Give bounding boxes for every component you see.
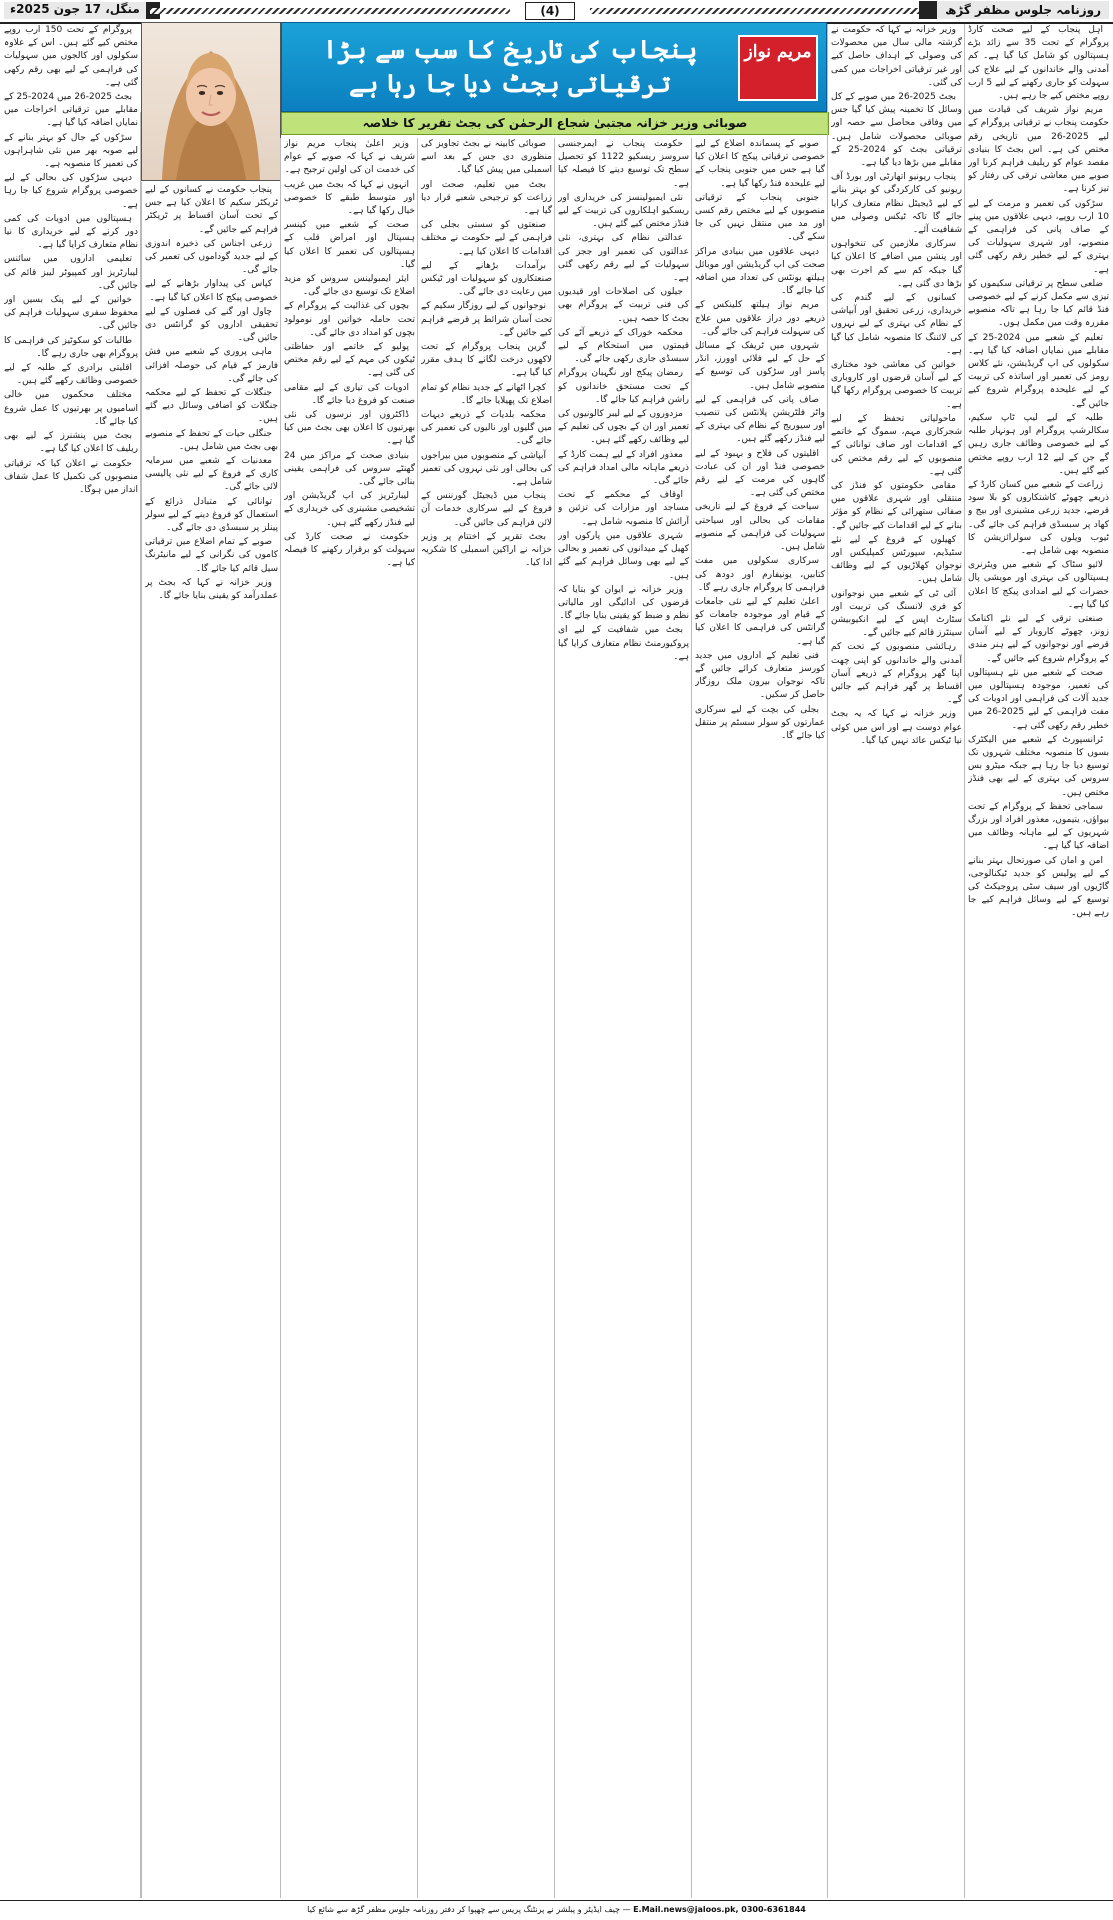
page-number: (4)	[525, 2, 575, 20]
article-paragraph: کھیلوں کے فروغ کے لیے نئے سٹیڈیم، سپورٹس کمپلیکس اور نوجوان کھلاڑیوں کے لیے وظائف شامل ہیں۔	[831, 534, 962, 585]
article-paragraph: وزیر خزانہ نے ایوان کو بتایا کہ قرضوں کی ادائیگی اور مالیاتی نظم و ضبط کو یقینی بنایا جائے گا۔	[558, 584, 689, 622]
article-paragraph: انہوں نے کہا کہ بجٹ میں غریب اور متوسط طبقے کا خصوصی خیال رکھا گیا ہے۔	[284, 179, 415, 217]
article-paragraph: زرعی اجناس کی ذخیرہ اندوزی کے لیے جدید گوداموں کی تعمیر کی جائے گی۔	[145, 238, 278, 276]
article-paragraph: معذور افراد کے لیے ہمت کارڈ کے ذریعے ماہانہ مالی امداد فراہم کی جائے گی۔	[558, 449, 689, 487]
article-paragraph: حکومت پنجاب نے ایمرجنسی سروسز ریسکیو 1122 کو تحصیل سطح تک توسیع دینے کا فیصلہ کیا ہے۔	[558, 139, 689, 189]
issue-date: منگل، 17 جون 2025ء	[4, 2, 160, 19]
article-paragraph: پنجاب ریونیو اتھارٹی اور بورڈ آف ریونیو کی کارکردگی کو بہتر بنانے کے لیے ڈیجیٹل نظام متعارف کرایا جائے گا تاکہ ٹیکس وصولی میں شفافیت آئے۔	[831, 172, 962, 236]
article-paragraph: لیبارٹریز کی اپ گریڈیشن اور تشخیصی مشینری کی خریداری کے لیے فنڈز رکھے گئے ہیں۔	[284, 491, 415, 528]
article-paragraph: مریم نواز شریف کی قیادت میں حکومت پنجاب نے ترقیاتی پروگرام کے لیے 2025-26 میں تاریخی رقم مختص کی ہے۔ اس بجٹ کا بنیادی مقصد عوام کو ریلیف فراہم کرنا اور صوبے میں معاشی ترقی کی رفتار کو تیز کرنا ہے۔	[968, 105, 1109, 195]
portrait-photo	[141, 22, 281, 181]
article-paragraph: مریم نواز ہیلتھ کلینکس کے ذریعے دور دراز علاقوں میں علاج کی سہولت فراہم کی جائے گی۔	[695, 300, 825, 337]
article-column-6	[284, 138, 415, 1898]
article-paragraph: ٹرانسپورٹ کے شعبے میں الیکٹرک بسوں کا منصوبہ مختلف شہروں تک توسیع دیا جا رہا ہے جبکہ میٹرو بس سروس کی بہتری کے لیے بھی فنڈز مختص ہیں۔	[968, 734, 1109, 798]
article-paragraph: اقلیتوں کی فلاح و بہبود کے لیے خصوصی فنڈ اور ان کی عبادت گاہوں کی مرمت کے لیے رقم مختص کی گئی ہے۔	[695, 448, 825, 499]
article-paragraph: سماجی تحفظ کے پروگرام کے تحت بیواؤں، یتیموں، معذور افراد اور بزرگ شہریوں کے لیے ماہانہ وظائف میں اضافہ کیا گیا ہے۔	[968, 801, 1109, 852]
article-paragraph: برآمدات بڑھانے کے لیے صنعتکاروں کو سہولیات اور ٹیکس میں رعایت دی جائے گی۔	[421, 260, 552, 298]
article-paragraph: پروگرام کے تحت 150 ارب روپے مختص کیے گئے ہیں۔ اس کے علاوہ سکولوں اور کالجوں میں سہولیات کی فراہمی کے لیے بھی رقم رکھی گئی ہے۔	[4, 25, 138, 88]
article-paragraph: بجلی کی بچت کے لیے سرکاری عمارتوں کو سولر سسٹم پر منتقل کیا جائے گا۔	[695, 704, 825, 741]
article-paragraph: فنی تعلیم کے اداروں میں جدید کورسز متعارف کرائے جائیں گے تاکہ نوجوان بیرون ملک روزگار حاصل کر سکیں۔	[695, 650, 825, 701]
footer-imprint: چیف ایڈیٹر و پبلشر نے پرنٹنگ پریس سے چھپوا کر دفتر روزنامہ جلوس مظفر گڑھ سے شائع کیا	[307, 1905, 620, 1914]
article-paragraph: تعلیم کے شعبے میں 2024-25 کے مقابلے میں نمایاں اضافہ کیا گیا ہے۔ سکولوں کی اپ گریڈیشن، نئے کلاس رومز کی تعمیر اور اساتذہ کی تربیت کے لیے علیحدہ پروگرام شروع کیے جائیں گے۔	[968, 332, 1109, 409]
article-paragraph: مختلف محکموں میں خالی اسامیوں پر بھرتیوں کا عمل شروع کیا جائے گا۔	[4, 390, 138, 427]
article-paragraph: وزیر اعلیٰ پنجاب مریم نواز شریف نے کہا کہ صوبے کے عوام کی خدمت ان کی اولین ترجیح ہے۔	[284, 139, 415, 176]
article-paragraph: ادویات کی تیاری کے لیے مقامی صنعت کو فروغ دیا جائے گا۔	[284, 382, 415, 406]
article-paragraph: صوبے کے تمام اضلاع میں ترقیاتی کاموں کی نگرانی کے لیے مانیٹرنگ سیل قائم کیا جائے گا۔	[145, 537, 278, 574]
article-paragraph: کسانوں کے لیے گندم کی خریداری، زرعی تحقیق اور آبپاشی کے نظام کی بہتری کے لیے نہروں کی لائننگ کا منصوبہ شامل کیا گیا ہے۔	[831, 293, 962, 356]
article-paragraph: ماہی پروری کے شعبے میں فش فارمز کے قیام کی حوصلہ افزائی کی جائے گی۔	[145, 347, 278, 384]
page-footer: E.Mail.news@jaloos.pk, 0300-6361844 — چیف ایڈیٹر و پبلشر نے پرنٹنگ پریس سے چھپوا کر دفتر روزنامہ جلوس مظفر گڑھ سے شائع کیا	[0, 1900, 1113, 1920]
article-paragraph: صحت کے شعبے میں نئے ہسپتالوں کی تعمیر، موجودہ ہسپتالوں میں جدید آلات کی فراہمی اور ادویات کی مفت فراہمی کے لیے 2025-26 میں خطیر رقم رکھی گئی ہے۔	[968, 667, 1109, 731]
column-divider	[554, 138, 555, 1898]
article-paragraph: سڑکوں کی تعمیر و مرمت کے لیے 10 ارب روپے، دیہی علاقوں میں پینے کے صاف پانی کی فراہمی کے منصوبے، اور شہری سہولیات کی بہتری کے لیے خطیر رقم رکھی گئی ہے۔	[968, 198, 1109, 275]
article-paragraph: ایئر ایمبولینس سروس کو مزید اضلاع تک توسیع دی جائے گی۔	[284, 274, 415, 298]
headline-banner	[281, 22, 827, 112]
article-paragraph: رمضان پیکج اور نگہبان پروگرام کے تحت مستحق خاندانوں کو راشن فراہم کیا جائے گا۔	[558, 368, 689, 405]
article-paragraph: شہری علاقوں میں پارکوں اور کھیل کے میدانوں کی تعمیر و بحالی کے لیے بھی وسائل فراہم کیے گئے ہیں۔	[558, 530, 689, 581]
article-paragraph: ہسپتالوں میں ادویات کی کمی دور کرنے کے لیے خریداری کا نیا نظام متعارف کرایا گیا ہے۔	[4, 213, 138, 251]
article-column-4	[558, 138, 689, 1898]
headline-title: پنجاب کی تاریخ کا سب سے بڑا ترقیاتی بجٹ دیا جا رہا ہے	[322, 35, 698, 98]
article-paragraph: صوبے کے پسماندہ اضلاع کے لیے خصوصی ترقیاتی پیکج کا اعلان کیا گیا ہے جس میں جنوبی پنجاب کے لیے علیحدہ فنڈ رکھا گیا ہے۔	[695, 139, 825, 189]
article-column-5	[421, 138, 552, 1898]
page-header	[0, 0, 1113, 24]
article-paragraph: جنگلی حیات کے تحفظ کے منصوبے بھی بجٹ میں شامل ہیں۔	[145, 428, 278, 452]
article-paragraph: کپاس کی پیداوار بڑھانے کے لیے خصوصی پیکج کا اعلان کیا گیا ہے۔	[145, 279, 278, 303]
article-paragraph: آئی ٹی کے شعبے میں نوجوانوں کو فری لانسنگ کی تربیت اور سٹارٹ اپس کے لیے انکیوبیشن سینٹرز قائم کیے جائیں گے۔	[831, 588, 962, 639]
column-divider	[141, 182, 142, 1898]
article-paragraph: بجٹ میں پنشنرز کے لیے بھی ریلیف کا اعلان کیا گیا ہے۔	[4, 431, 138, 455]
column-divider	[417, 138, 418, 1898]
column-divider	[280, 138, 281, 1898]
article-paragraph: صاف پانی کی فراہمی کے لیے واٹر فلٹریشن پلانٹس کی تنصیب اور سیوریج کے نظام کی بہتری کے لیے فنڈز رکھے گئے ہیں۔	[695, 394, 825, 445]
article-paragraph: بجٹ میں تعلیم، صحت اور زراعت کو ترجیحی شعبے قرار دیا گیا ہے۔	[421, 179, 552, 217]
article-paragraph: عدالتی نظام کی بہتری، نئی عدالتوں کی تعمیر اور ججز کی سہولیات کے لیے رقم رکھی گئی ہے۔	[558, 233, 689, 284]
article-paragraph: اوقاف کے محکمے کے تحت مساجد اور مزارات کی تزئین و آرائش کا منصوبہ شامل ہے۔	[558, 490, 689, 527]
article-paragraph: چاول اور گنے کی فصلوں کے لیے تحقیقی اداروں کو گرانٹس دی جائیں گی۔	[145, 306, 278, 344]
article-paragraph: پنجاب حکومت نے کسانوں کے لیے ٹریکٹر سکیم کا اعلان کیا ہے جس کے تحت آسان اقساط پر ٹریکٹر فراہم کیے جائیں گے۔	[145, 185, 278, 235]
article-paragraph: وزیر خزانہ نے کہا کہ بجٹ پر عملدرآمد کو یقینی بنایا جائے گا۔	[145, 577, 278, 602]
article-column-7	[145, 184, 278, 1898]
article-paragraph: حکومت نے صحت کارڈ کی سہولت کو برقرار رکھنے کا فیصلہ کیا ہے۔	[284, 531, 415, 569]
article-column-8	[4, 24, 138, 1898]
article-paragraph: طلبہ کے لیے لیپ ٹاپ سکیم، سکالرشپ پروگرام اور ہونہار طلبہ کے لیے خصوصی وظائف جاری رہیں گے جن کے لیے 12 ارب روپے مختص کیے گئے ہیں۔	[968, 412, 1109, 476]
article-paragraph: امن و امان کی صورتحال بہتر بنانے کے لیے پولیس کو جدید ٹیکنالوجی، گاڑیوں اور سیف سٹی پروجیکٹ کی توسیع کے لیے وسائل فراہم کیے جا رہے ہیں۔	[968, 855, 1109, 919]
article-paragraph: سڑکوں کے جال کو بہتر بنانے کے لیے صوبہ بھر میں نئی شاہراہوں کی تعمیر کا منصوبہ ہے۔	[4, 132, 138, 170]
article-paragraph: صوبائی کابینہ نے بجٹ تجاویز کی منظوری دی جس کے بعد اسے اسمبلی میں پیش کیا گیا۔	[421, 139, 552, 176]
article-paragraph: حکومت نے اعلان کیا کہ ترقیاتی منصوبوں کی تکمیل کا عمل شفاف انداز میں ہوگا۔	[4, 458, 138, 495]
article-paragraph: تعلیمی اداروں میں سائنس لیبارٹریز اور کمپیوٹر لیبز قائم کی جائیں گی۔	[4, 254, 138, 291]
article-paragraph: ماحولیاتی تحفظ کے لیے شجرکاری مہم، سموگ کے خاتمے کے اقدامات اور صاف توانائی کے منصوبوں کے لیے رقم مختص کی گئی ہے۔	[831, 413, 962, 477]
article-paragraph: اعلیٰ تعلیم کے لیے نئی جامعات کے قیام اور موجودہ جامعات کو گرانٹس کی فراہمی کا اعلان کیا گیا ہے۔	[695, 596, 825, 647]
article-paragraph: بجٹ میں شفافیت کے لیے ای پروکیورمنٹ نظام متعارف کرایا گیا ہے۔	[558, 625, 689, 662]
article-paragraph: سیاحت کے فروغ کے لیے تاریخی مقامات کی بحالی اور سیاحتی سہولیات کی فراہمی کے منصوبے شامل ہیں۔	[695, 502, 825, 553]
article-paragraph: محکمہ خوراک کے ذریعے آٹے کی قیمتوں میں استحکام کے لیے سبسڈی جاری رکھی جائے گی۔	[558, 327, 689, 365]
header-rule	[150, 8, 510, 14]
article-paragraph: زراعت کے شعبے میں کسان کارڈ کے ذریعے چھوٹے کاشتکاروں کو بلا سود قرضے، جدید زرعی مشینری اور بیج و کھاد پر سبسڈی فراہم کی جائے گی۔ ٹیوب ویلوں کی سولرائزیشن کا منصوبہ بھی شامل ہے۔	[968, 479, 1109, 556]
article-paragraph: وزیر خزانہ نے کہا کہ حکومت نے گزشتہ مالی سال میں محصولات کی وصولی کے اہداف حاصل کیے اور غیر ترقیاتی اخراجات میں کمی کی گئی۔	[831, 25, 962, 88]
article-paragraph: گرین پنجاب پروگرام کے تحت لاکھوں درخت لگانے کا ہدف مقرر کیا گیا ہے۔	[421, 342, 552, 379]
article-paragraph: محکمہ بلدیات کے ذریعے دیہات میں گلیوں اور نالیوں کی تعمیر کی جائے گی۔	[421, 410, 552, 447]
article-paragraph: مقامی حکومتوں کو فنڈز کی منتقلی اور شہری علاقوں میں صفائی ستھرائی کے نظام کو مؤثر بنانے کے لیے اقدامات کیے جائیں گے۔	[831, 480, 962, 531]
article-paragraph: رہائشی منصوبوں کے تحت کم آمدنی والے خاندانوں کو اپنی چھت اپنا گھر پروگرام کے ذریعے آسان اقساط پر گھر فراہم کیے جائیں گے۔	[831, 642, 962, 706]
article-paragraph: جنگلات کے تحفظ کے لیے محکمہ جنگلات کو اضافی وسائل دیے گئے ہیں۔	[145, 388, 278, 425]
article-paragraph: نئی ایمبولینسز کی خریداری اور ریسکیو اہلکاروں کی تربیت کے لیے فنڈز مختص کیے گئے ہیں۔	[558, 192, 689, 230]
name-badge: مریم نواز	[738, 35, 818, 101]
article-paragraph: اقلیتی برادری کے طلبہ کے لیے خصوصی وظائف رکھے گئے ہیں۔	[4, 363, 138, 387]
article-paragraph: ضلعی سطح پر ترقیاتی سکیموں کو تیزی سے مکمل کرنے کے لیے خصوصی فنڈ قائم کیا جا رہا ہے تاکہ منصوبے مقررہ وقت میں مکمل ہوں۔	[968, 278, 1109, 329]
subheadline: صوبائی وزیر خزانہ مجتبیٰ شجاع الرحمٰن کی بجٹ تقریر کا خلاصہ	[281, 112, 829, 135]
article-paragraph: پنجاب میں ڈیجیٹل گورننس کے فروغ کے لیے سرکاری خدمات آن لائن فراہم کی جائیں گی۔	[421, 491, 552, 528]
article-paragraph: کچرا اٹھانے کے جدید نظام کو تمام اضلاع تک پھیلایا جائے گا۔	[421, 382, 552, 406]
article-paragraph: ڈاکٹروں اور نرسوں کی نئی بھرتیوں کا اعلان بھی بجٹ میں کیا گیا ہے۔	[284, 410, 415, 447]
article-paragraph: بجٹ 2025-26 میں صوبے کے کل وسائل کا تخمینہ پیش کیا گیا جس میں وفاقی محاصل سے حصہ اور صوبائی محصولات شامل ہیں۔ ترقیاتی بجٹ کو 2024-25 کے مقابلے میں بڑھا دیا گیا ہے۔	[831, 92, 962, 169]
article-paragraph: اہل پنجاب کے لیے صحت کارڈ پروگرام کے تحت 35 سے زائد بڑے ہسپتالوں کو شامل کیا گیا ہے۔ کم آمدنی والے خاندانوں کے لیے علاج کی سہولت کو جاری رکھنے کے لیے 5 ارب روپے مختص کیے جا رہے ہیں۔	[968, 25, 1109, 102]
article-paragraph: جیلوں کی اصلاحات اور قیدیوں کی فنی تربیت کے پروگرام بھی بجٹ کا حصہ ہیں۔	[558, 287, 689, 324]
article-paragraph: دیہی علاقوں میں بنیادی مراکز صحت کی اپ گریڈیشن اور موبائل ہیلتھ یونٹس کی تعداد میں اضافہ کیا جائے گا۔	[695, 246, 825, 297]
portrait-illustration	[142, 23, 280, 180]
article-paragraph: سرکاری ملازمین کی تنخواہوں اور پنشن میں اضافے کا اعلان کیا گیا جبکہ کم سے کم اجرت بھی بڑھا دی گئی ہے۔	[831, 239, 962, 289]
article-paragraph: بجٹ تقریر کے اختتام پر وزیر خزانہ نے اراکین اسمبلی کا شکریہ ادا کیا۔	[421, 531, 552, 569]
article-paragraph: شہروں میں ٹریفک کے مسائل کے حل کے لیے فلائی اوورز، انڈر پاسز اور سڑکوں کی توسیع کے منصوبے شامل ہیں۔	[695, 341, 825, 391]
article-column-3	[695, 138, 825, 1898]
article-paragraph: طالبات کو سکوٹیز کی فراہمی کا پروگرام بھی جاری رہے گا۔	[4, 335, 138, 359]
article-paragraph: معدنیات کے شعبے میں سرمایہ کاری کے فروغ کے لیے نئی پالیسی لائی جائے گی۔	[145, 456, 278, 493]
article-paragraph: خواتین کے لیے پنک بسیں اور محفوظ سفری سہولیات فراہم کی جائیں گی۔	[4, 295, 138, 332]
column-divider	[964, 24, 965, 1898]
article-paragraph: صنعتی ترقی کے لیے نئے اکنامک زونز، چھوٹے کاروبار کے لیے آسان قرضے اور نوجوانوں کے لیے ہنر مندی کے پروگرام شروع کیے جائیں گے۔	[968, 613, 1109, 664]
footer-contact: E.Mail.news@jaloos.pk, 0300-6361844	[633, 1905, 806, 1914]
article-paragraph: پولیو کے خاتمے اور حفاظتی ٹیکوں کی مہم کے لیے رقم مختص کی گئی ہے۔	[284, 342, 415, 379]
article-paragraph: صحت کے شعبے میں کینسر ہسپتال اور امراض قلب کے ہسپتالوں کی تعمیر کا اعلان کیا گیا۔	[284, 220, 415, 270]
article-paragraph: خواتین کی معاشی خود مختاری کے لیے آسان قرضوں اور کاروباری تربیت کا خصوصی پروگرام رکھا گیا ہے۔	[831, 360, 962, 410]
article-paragraph: دیہی سڑکوں کی بحالی کے لیے خصوصی پروگرام شروع کیا جا رہا ہے۔	[4, 173, 138, 210]
article-column-1	[968, 24, 1109, 1898]
article-paragraph: لائیو سٹاک کے شعبے میں ویٹرنری ہسپتالوں کی بہتری اور مویشی پال حضرات کے لیے امدادی پیکج کا اعلان کیا گیا ہے۔	[968, 560, 1109, 610]
masthead: روزنامہ جلوس مظفر گڑھ	[919, 1, 1109, 19]
article-paragraph: بنیادی صحت کے مراکز میں 24 گھنٹے سروس کی فراہمی یقینی بنائی جائے گی۔	[284, 450, 415, 488]
article-column-2	[831, 24, 962, 1898]
article-paragraph: آبپاشی کے منصوبوں میں بیراجوں کی بحالی اور نئی نہروں کی تعمیر شامل ہے۔	[421, 450, 552, 488]
article-paragraph: نوجوانوں کے لیے روزگار سکیم کے تحت آسان شرائط پر قرضے فراہم کیے جائیں گے۔	[421, 301, 552, 338]
column-divider	[691, 138, 692, 1898]
article-paragraph: بجٹ 2025-26 میں 2024-25 کے مقابلے میں ترقیاتی اخراجات میں نمایاں اضافہ کیا گیا ہے۔	[4, 92, 138, 129]
article-paragraph: بچوں کی غذائیت کے پروگرام کے تحت حاملہ خواتین اور نومولود بچوں کو امداد دی جائے گی۔	[284, 301, 415, 338]
article-paragraph: مزدوروں کے لیے لیبر کالونیوں کی تعمیر اور ان کے بچوں کی تعلیم کے لیے وظائف رکھے گئے ہیں۔	[558, 409, 689, 446]
article-paragraph: صنعتوں کو سستی بجلی کی فراہمی کے لیے حکومت نے مختلف اقدامات کا اعلان کیا ہے۔	[421, 220, 552, 257]
column-divider	[827, 24, 828, 1898]
article-paragraph: سرکاری سکولوں میں مفت کتابیں، یونیفارم اور دودھ کی فراہمی کا پروگرام جاری رہے گا۔	[695, 556, 825, 593]
article-paragraph: وزیر خزانہ نے کہا کہ یہ بجٹ عوام دوست ہے اور اس میں کوئی نیا ٹیکس عائد نہیں کیا گیا۔	[831, 709, 962, 746]
article-paragraph: توانائی کے متبادل ذرائع کے استعمال کو فروغ دینے کے لیے سولر پینلز پر سبسڈی دی جائے گی۔	[145, 496, 278, 534]
article-paragraph: جنوبی پنجاب کے ترقیاتی منصوبوں کے لیے مختص رقم کسی اور مد میں منتقل نہیں کی جا سکے گی۔	[695, 192, 825, 243]
